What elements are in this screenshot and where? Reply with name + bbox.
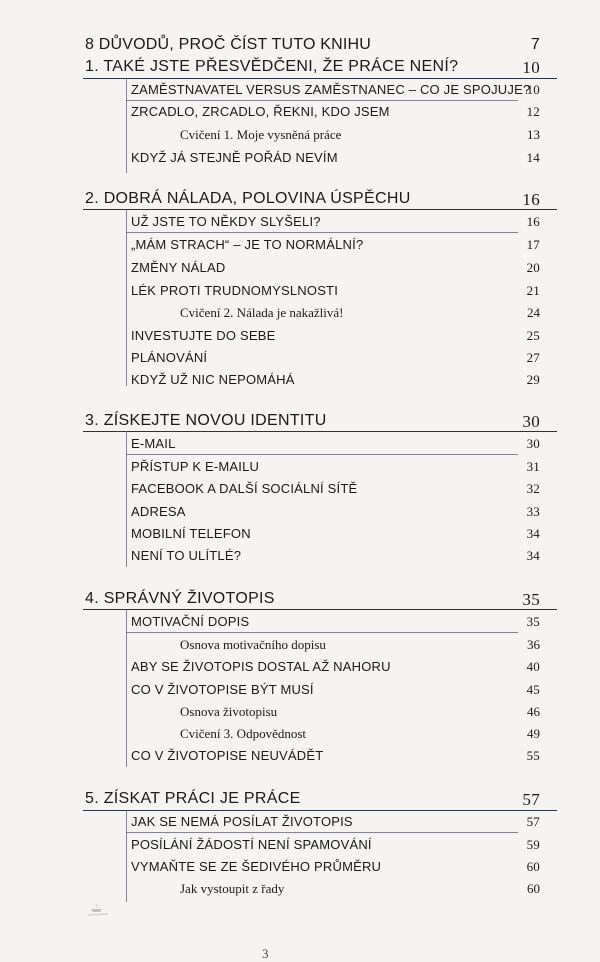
entry-page: 60: [527, 881, 540, 896]
entry-page: 32: [526, 481, 540, 496]
entry-page: 20: [526, 260, 540, 275]
chapter-title: 1. TAKÉ JSTE PŘESVĚDČENI, ŽE PRÁCE NENÍ?: [85, 58, 459, 75]
chapter-bracket: [126, 810, 127, 902]
entry-page: 16: [526, 214, 540, 229]
entry-page: 30: [526, 436, 540, 451]
entry-page: 10: [526, 82, 540, 97]
toc-intro-page: 7: [530, 36, 540, 53]
entry-separator: [126, 232, 518, 233]
entry-page: 46: [527, 704, 540, 719]
chapter-page: 35: [522, 590, 540, 609]
entry-separator: [126, 632, 518, 633]
entry-page: 35: [526, 614, 540, 629]
entry-page: 40: [526, 659, 540, 674]
entry-page: 21: [526, 283, 540, 298]
entry-page: 55: [526, 748, 540, 763]
entry-title: MOTIVAČNÍ DOPIS: [131, 614, 250, 629]
entry-page: 27: [526, 350, 540, 365]
entry-title: CO V ŽIVOTOPISE BÝT MUSÍ: [131, 682, 314, 697]
entry-title: POSÍLÁNÍ ŽÁDOSTÍ NENÍ SPAMOVÁNÍ: [131, 837, 372, 852]
chapter-title: 5. ZÍSKAT PRÁCI JE PRÁCE: [85, 790, 301, 807]
chapter-page: 57: [522, 790, 540, 809]
entry-title: ZRCADLO, ZRCADLO, ŘEKNI, KDO JSEM: [131, 104, 390, 119]
entry-title: PLÁNOVÁNÍ: [131, 350, 208, 365]
entry-title: CO V ŽIVOTOPISE NEUVÁDĚT: [131, 748, 324, 763]
chapter-page: 10: [522, 58, 540, 77]
entry-title: MOBILNÍ TELEFON: [131, 526, 251, 541]
entry-title: ZAMĚSTNAVATEL VERSUS ZAMĚSTNANEC – CO JE SPOJUJE?: [131, 82, 531, 97]
chapter-divider: [83, 431, 557, 432]
entry-page: 34: [526, 526, 540, 541]
entry-title: JAK SE NEMÁ POSÍLAT ŽIVOTOPIS: [131, 814, 353, 829]
entry-page: 57: [526, 814, 540, 829]
entry-page: 49: [527, 726, 540, 741]
exercise-title: Osnova životopisu: [180, 704, 278, 719]
entry-page: 12: [526, 104, 540, 119]
chapter-divider: [83, 609, 557, 610]
entry-title: ABY SE ŽIVOTOPIS DOSTAL AŽ NAHORU: [131, 659, 391, 674]
entry-title: NENÍ TO ULÍTLÉ?: [131, 548, 242, 563]
entry-page: 13: [527, 127, 540, 142]
entry-title: PŘÍSTUP K E-MAILU: [131, 459, 260, 474]
exercise-title: Osnova motivačního dopisu: [180, 637, 326, 652]
ink-mark-icon: [86, 900, 112, 922]
entry-page: 17: [526, 237, 540, 252]
chapter-title: 4. SPRÁVNÝ ŽIVOTOPIS: [85, 590, 275, 607]
entry-title: ADRESA: [131, 504, 186, 519]
entry-title: E-MAIL: [131, 436, 176, 451]
exercise-title: Cvičení 1. Moje vysněná práce: [180, 127, 342, 142]
entry-title: INVESTUJTE DO SEBE: [131, 328, 276, 343]
entry-title: ZMĚNY NÁLAD: [131, 260, 226, 275]
chapter-page: 16: [522, 190, 540, 209]
chapter-bracket: [126, 78, 127, 173]
entry-page: 60: [526, 859, 540, 874]
chapter-divider: [83, 78, 557, 79]
entry-page: 14: [526, 150, 540, 165]
entry-page: 24: [527, 305, 540, 320]
entry-separator: [126, 454, 518, 455]
chapter-bracket: [126, 431, 127, 567]
entry-page: 33: [526, 504, 540, 519]
toc-intro-title: 8 DŮVODŮ, PROČ ČÍST TUTO KNIHU: [85, 36, 372, 53]
entry-title: VYMAŇTE SE ZE ŠEDIVÉHO PRŮMĚRU: [131, 859, 382, 874]
exercise-title: Cvičení 3. Odpovědnost: [180, 726, 307, 741]
chapter-divider: [83, 810, 557, 811]
chapter-title: 2. DOBRÁ NÁLADA, POLOVINA ÚSPĚCHU: [85, 190, 411, 207]
entry-page: 31: [526, 459, 540, 474]
entry-title: „MÁM STRACH“ – JE TO NORMÁLNÍ?: [131, 237, 364, 252]
page-number: 3: [262, 946, 269, 961]
exercise-title: Jak vystoupit z řady: [180, 881, 285, 896]
entry-separator: [126, 832, 518, 833]
entry-page: 34: [526, 548, 540, 563]
entry-page: 29: [526, 372, 540, 387]
entry-separator: [126, 100, 518, 101]
entry-title: FACEBOOK A DALŠÍ SOCIÁLNÍ SÍTĚ: [131, 481, 358, 496]
entry-title: KDYŽ JÁ STEJNĚ POŘÁD NEVÍM: [131, 150, 338, 165]
chapter-bracket: [126, 209, 127, 386]
chapter-title: 3. ZÍSKEJTE NOVOU IDENTITU: [85, 412, 327, 429]
entry-page: 59: [526, 837, 540, 852]
entry-title: LÉK PROTI TRUDNOMYSLNOSTI: [131, 283, 339, 298]
entry-title: UŽ JSTE TO NĚKDY SLYŠELI?: [131, 214, 321, 229]
entry-page: 36: [527, 637, 540, 652]
chapter-divider: [83, 209, 557, 210]
exercise-title: Cvičení 2. Nálada je nakažlivá!: [180, 305, 344, 320]
chapter-page: 30: [522, 412, 540, 431]
entry-page: 45: [526, 682, 540, 697]
entry-page: 25: [526, 328, 540, 343]
entry-title: KDYŽ UŽ NIC NEPOMÁHÁ: [131, 372, 295, 387]
